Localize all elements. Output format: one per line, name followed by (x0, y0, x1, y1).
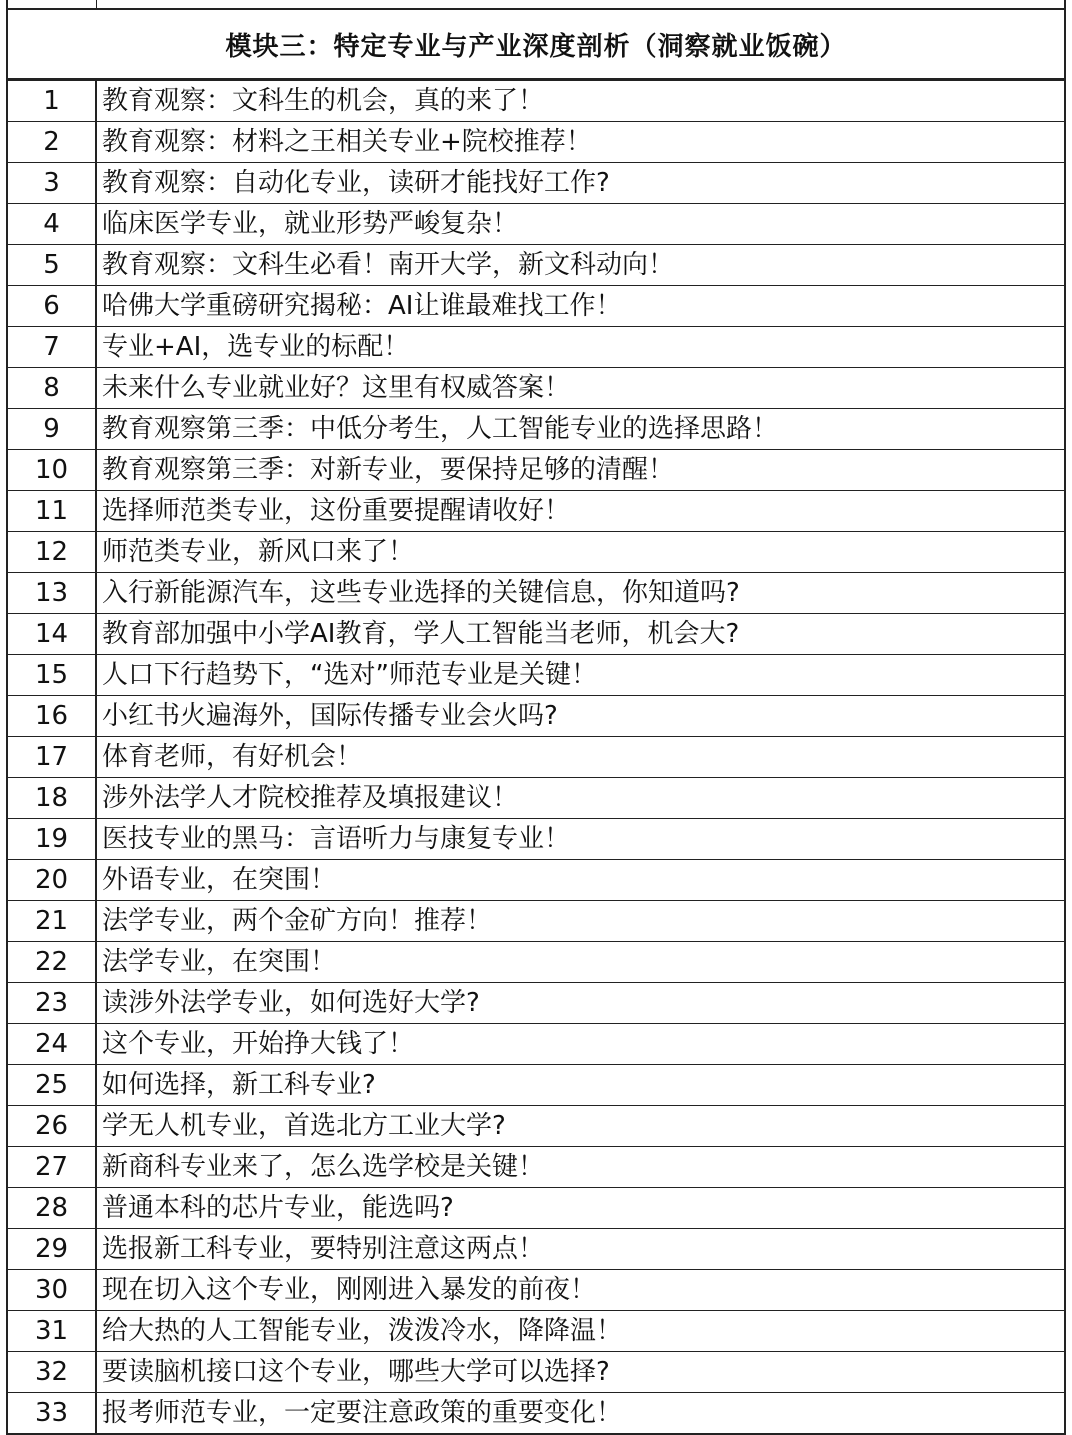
topic-title-cell[interactable]: 人口下行趋势下，“选对”师范专业是关键！ (96, 655, 1065, 696)
topic-title-cell[interactable]: 教育观察：文科生必看！南开大学，新文科动向！ (96, 245, 1065, 286)
row-number-cell[interactable]: 24 (7, 1024, 96, 1065)
topic-title-cell[interactable]: 如何选择，新工科专业? (96, 1065, 1065, 1106)
table-row (7, 942, 1065, 983)
table-row (7, 163, 1065, 204)
row-number-cell[interactable]: 5 (7, 245, 96, 286)
table-row (7, 1393, 1065, 1435)
table-row (7, 1188, 1065, 1229)
topic-title-cell[interactable]: 学无人机专业，首选北方工业大学? (96, 1106, 1065, 1147)
topic-table (6, 80, 1066, 1435)
row-number-cell[interactable]: 30 (7, 1270, 96, 1311)
row-number-cell[interactable]: 8 (7, 368, 96, 409)
topic-title-cell[interactable]: 体育老师，有好机会！ (96, 737, 1065, 778)
topic-title-cell[interactable]: 哈佛大学重磅研究揭秘：AI让谁最难找工作！ (96, 286, 1065, 327)
topic-title-cell[interactable]: 给大热的人工智能专业，泼泼冷水，降降温！ (96, 1311, 1065, 1352)
table-row (7, 614, 1065, 655)
topic-title-cell[interactable]: 新商科专业来了，怎么选学校是关键！ (96, 1147, 1065, 1188)
table-row (7, 81, 1065, 122)
topic-title-cell[interactable]: 法学专业，两个金矿方向！推荐！ (96, 901, 1065, 942)
topic-title-cell[interactable]: 教育观察第三季：对新专业，要保持足够的清醒！ (96, 450, 1065, 491)
row-number-cell[interactable]: 1 (7, 81, 96, 122)
topic-title-cell[interactable]: 读涉外法学专业，如何选好大学? (96, 983, 1065, 1024)
topic-title-cell[interactable]: 医技专业的黑马：言语听力与康复专业！ (96, 819, 1065, 860)
table-row (7, 532, 1065, 573)
row-number-cell[interactable]: 14 (7, 614, 96, 655)
table-row (7, 1024, 1065, 1065)
topic-title-cell[interactable]: 教育观察第三季：中低分考生，人工智能专业的选择思路！ (96, 409, 1065, 450)
table-row (7, 122, 1065, 163)
topic-title-cell[interactable]: 选报新工科专业，要特别注意这两点！ (96, 1229, 1065, 1270)
topic-title-cell[interactable]: 外语专业，在突围！ (96, 860, 1065, 901)
row-number-cell[interactable]: 15 (7, 655, 96, 696)
topic-title-cell[interactable]: 教育观察：文科生的机会，真的来了！ (96, 81, 1065, 122)
table-row (7, 409, 1065, 450)
row-number-cell[interactable]: 31 (7, 1311, 96, 1352)
module-title: 模块三：特定专业与产业深度剖析（洞察就业饭碗） (225, 31, 847, 62)
table-row (7, 327, 1065, 368)
row-number-cell[interactable]: 17 (7, 737, 96, 778)
table-row (7, 368, 1065, 409)
row-number-cell[interactable]: 22 (7, 942, 96, 983)
topic-title-cell[interactable]: 未来什么专业就业好？这里有权威答案！ (96, 368, 1065, 409)
row-number-cell[interactable]: 32 (7, 1352, 96, 1393)
topic-title-cell[interactable]: 要读脑机接口这个专业，哪些大学可以选择? (96, 1352, 1065, 1393)
topic-title-cell[interactable]: 报考师范专业，一定要注意政策的重要变化！ (96, 1393, 1065, 1435)
topic-title-cell[interactable]: 专业+AI，选专业的标配！ (96, 327, 1065, 368)
row-number-cell[interactable]: 19 (7, 819, 96, 860)
row-stub-top (6, 0, 1066, 8)
row-number-cell[interactable]: 25 (7, 1065, 96, 1106)
table-row (7, 450, 1065, 491)
row-number-cell[interactable]: 2 (7, 122, 96, 163)
table-row (7, 737, 1065, 778)
topic-title-cell[interactable]: 临床医学专业，就业形势严峻复杂！ (96, 204, 1065, 245)
topic-title-cell[interactable]: 现在切入这个专业，刚刚进入暴发的前夜！ (96, 1270, 1065, 1311)
row-number-cell[interactable]: 23 (7, 983, 96, 1024)
table-row (7, 491, 1065, 532)
topic-title-cell[interactable]: 选择师范类专业，这份重要提醒请收好！ (96, 491, 1065, 532)
topic-title-cell[interactable]: 涉外法学人才院校推荐及填报建议！ (96, 778, 1065, 819)
row-number-cell[interactable]: 9 (7, 409, 96, 450)
topic-title-cell[interactable]: 入行新能源汽车，这些专业选择的关键信息，你知道吗? (96, 573, 1065, 614)
table-row (7, 286, 1065, 327)
row-number-cell[interactable]: 18 (7, 778, 96, 819)
table-row (7, 1065, 1065, 1106)
row-number-cell[interactable]: 27 (7, 1147, 96, 1188)
row-number-cell[interactable]: 13 (7, 573, 96, 614)
module-title-cell[interactable] (6, 8, 1066, 80)
row-number-cell[interactable]: 10 (7, 450, 96, 491)
table-row (7, 983, 1065, 1024)
topic-title-cell[interactable]: 师范类专业，新风口来了！ (96, 532, 1065, 573)
topic-title-cell[interactable]: 这个专业，开始挣大钱了！ (96, 1024, 1065, 1065)
table-row (7, 1147, 1065, 1188)
row-number-cell[interactable]: 11 (7, 491, 96, 532)
row-number-cell[interactable]: 6 (7, 286, 96, 327)
topic-title-cell[interactable]: 法学专业，在突围！ (96, 942, 1065, 983)
table-row (7, 819, 1065, 860)
table-row (7, 204, 1065, 245)
table-row (7, 696, 1065, 737)
table-row (7, 655, 1065, 696)
row-number-cell[interactable]: 20 (7, 860, 96, 901)
topic-title-cell[interactable]: 教育部加强中小学AI教育，学人工智能当老师，机会大? (96, 614, 1065, 655)
row-number-cell[interactable]: 33 (7, 1393, 96, 1435)
topic-title-cell[interactable]: 教育观察：自动化专业，读研才能找好工作? (96, 163, 1065, 204)
row-number-cell[interactable]: 3 (7, 163, 96, 204)
table-row (7, 1352, 1065, 1393)
table-row (7, 1311, 1065, 1352)
topic-title-cell[interactable]: 教育观察：材料之王相关专业+院校推荐！ (96, 122, 1065, 163)
row-number-cell[interactable]: 12 (7, 532, 96, 573)
topic-title-cell[interactable]: 普通本科的芯片专业，能选吗? (96, 1188, 1065, 1229)
table-row (7, 778, 1065, 819)
table-row (7, 1106, 1065, 1147)
table-row (7, 573, 1065, 614)
row-number-cell[interactable]: 21 (7, 901, 96, 942)
table-row (7, 860, 1065, 901)
row-number-cell[interactable]: 4 (7, 204, 96, 245)
row-number-cell[interactable]: 28 (7, 1188, 96, 1229)
row-number-cell[interactable]: 16 (7, 696, 96, 737)
table-row (7, 901, 1065, 942)
table-row (7, 245, 1065, 286)
row-number-cell[interactable]: 29 (7, 1229, 96, 1270)
row-stub-bottom (6, 1400, 1066, 1408)
row-number-cell[interactable]: 7 (7, 327, 96, 368)
row-number-cell[interactable]: 26 (7, 1106, 96, 1147)
table-row (7, 1270, 1065, 1311)
table-row (7, 1229, 1065, 1270)
topic-title-cell[interactable]: 小红书火遍海外，国际传播专业会火吗? (96, 696, 1065, 737)
